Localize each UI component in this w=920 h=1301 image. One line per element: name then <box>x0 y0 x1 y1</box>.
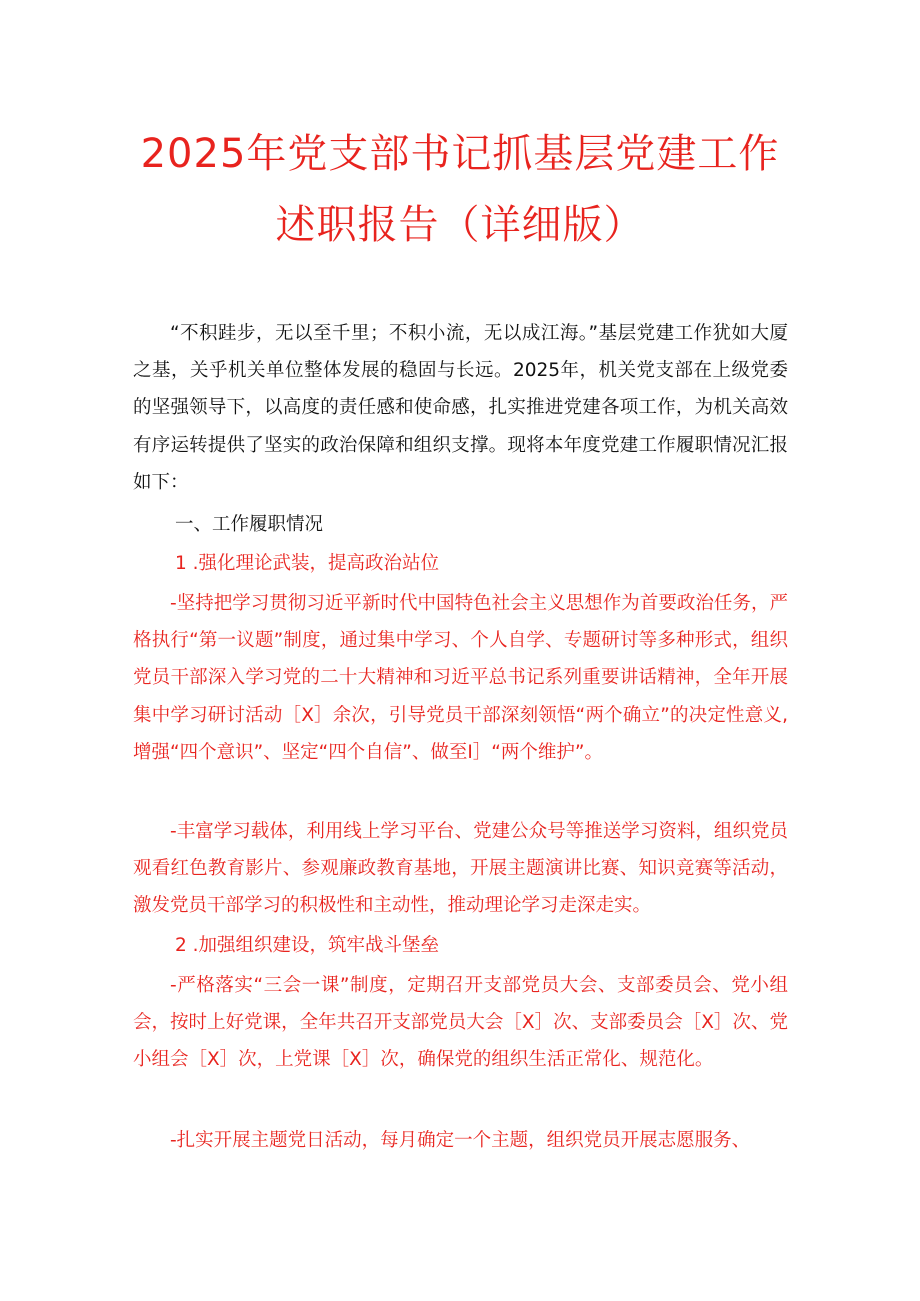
intro-paragraph: “不积跬步，无以至千里；不积小流，无以成江海。”基层党建工作犹如大厦之基，关乎机关单位整体发展的稳固与长远。2025年，机关党支部在上级党委的坚强领导下，以高度的责任感和使命感，扎实推进党建各项工作，为机关高效有序运转提供了坚实的政治保障和组织支撑。现将本年度党建工作履职情况汇报如下： <box>133 323 788 493</box>
paragraph-study-carriers: -丰富学习载体，利用线上学习平台、党建公众号等推送学习资料，组织党员观看红色教育影片、参观廉政教育基地，开展主题演讲比赛、知识竞赛等活动，激发党员干部学习的积极性和主动性，推动理论学习走深走实。 <box>133 821 788 917</box>
document-title-line2: 述职报告（详细版） <box>275 202 645 248</box>
section1-heading: 一、工作履职情况 <box>175 514 324 535</box>
paragraph-three-meetings: -严格落实“三会一课”制度，定期召开支部党员大会、支部委员会、党小组会，按时上好党课，全年共召开支部党员大会［X］次、支部委员会［X］次、党小组会［X］次，上党课［X］次，确保党的组织生活正常化、规范化。 <box>133 975 788 1071</box>
subsection1-heading: 1 .强化理论武装，提高政治站位 <box>175 553 440 574</box>
paragraph-theory-study: -坚持把学习贯彻习近平新时代中国特色社会主义思想作为首要政治任务，严格执行“第一议题”制度，通过集中学习、个人自学、专题研讨等多种形式，组织党员干部深入学习党的二十大精神和习近平总书记系列重要讲话精神，全年开展集中学习研讨活动［X］余次，引导党员干部深刻领悟“两个确立”的决定性意义,增强“四个意识”、坚定“四个自信”、做至I］“两个维护”。 <box>133 593 788 763</box>
paragraph-party-day: -扎实开展主题党日活动，每月确定一个主题，组织党员开展志愿服务、 <box>170 1130 751 1151</box>
document-title-line1: 2025年党支部书记抓基层党建工作 <box>140 131 780 177</box>
subsection2-heading: 2 .加强组织建设，筑牢战斗堡垒 <box>175 935 440 956</box>
